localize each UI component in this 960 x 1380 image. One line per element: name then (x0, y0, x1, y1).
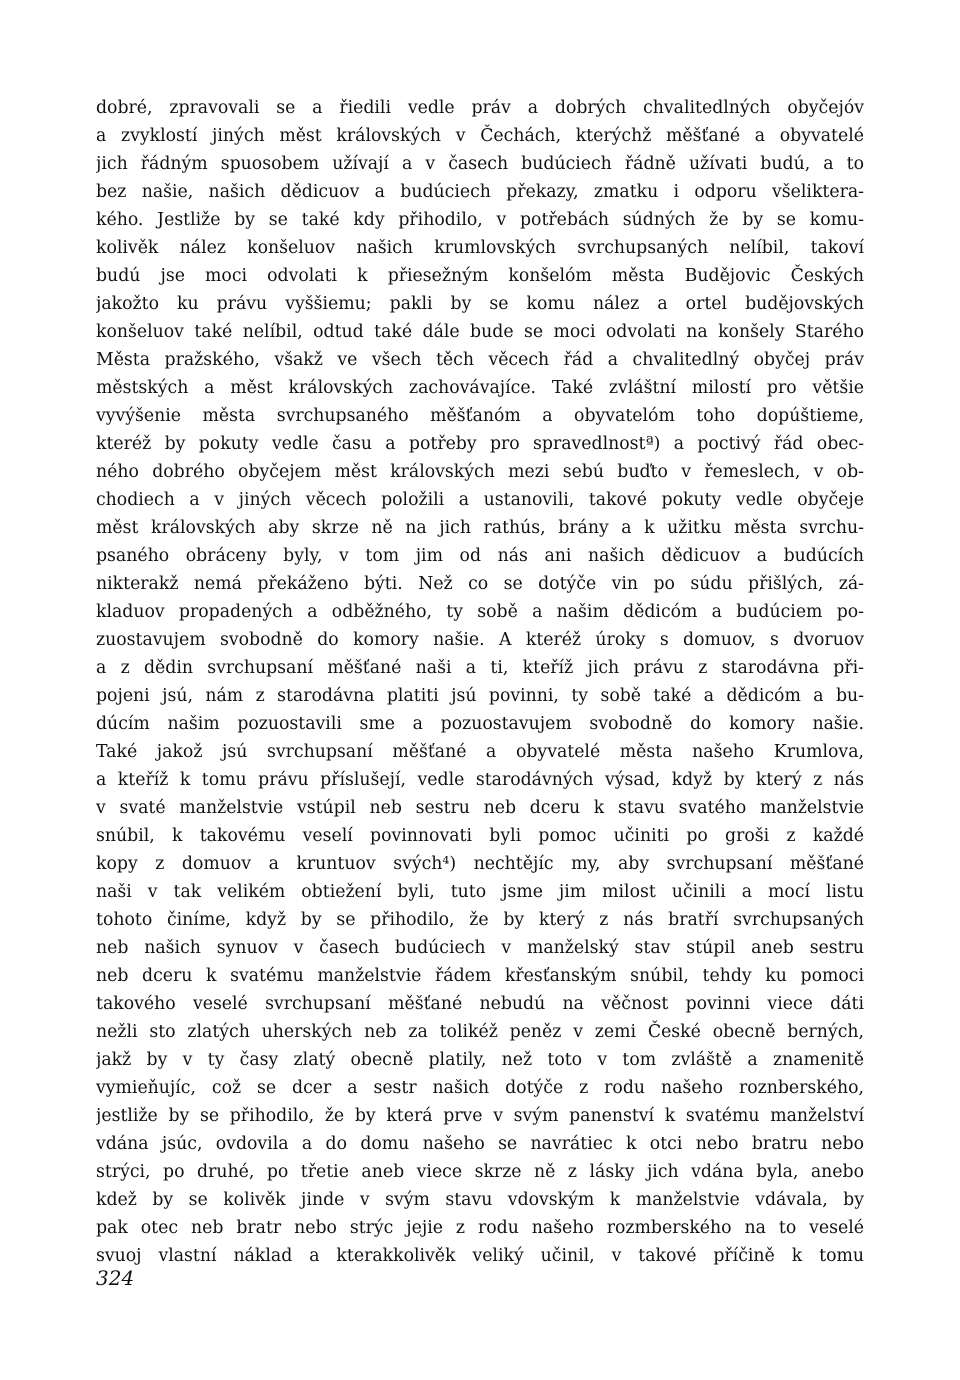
text-line: a zvyklostí jiných měst královských v Čechách, kterýchž měšťané a obyvatelé (96, 126, 864, 146)
text-line: psaného obráceny byly, v tom jim od nás ani našich dědicuov a budúcích (96, 546, 864, 566)
text-line: kdež by se kolivěk jinde v svým stavu vdovským k manželstvie vdávala, by (96, 1190, 864, 1210)
text-line: a z dědin svrchupsaní měšťané naši a ti, kteříž jich právu z starodávna při- (96, 658, 864, 678)
text-line: kladuov propadených a odběžného, ty sobě a našim dědicóm a budúciem po- (96, 602, 864, 622)
text-line: jestliže by se přihodilo, že by která prve v svým panenství k svatému manželství (96, 1106, 864, 1126)
text-line: bez našie, našich dědicuov a budúciech překazy, zmatku i odporu všelikterа- (96, 182, 864, 202)
text-line: nikterakž nemá překáženo býti. Než co se dotýče vin po súdu přišlých, zá- (96, 574, 864, 594)
text-line: dúcím našim pozuostavili sme a pozuostavujem svobodně do komory našie. (96, 714, 864, 734)
text-line: budú jse moci odvolati k přiesežným konšelóm města Budějovic Českých (96, 266, 864, 286)
text-line: kého. Jestliže by se také kdy přihodilo, v potřebách súdných že by se komu- (96, 210, 864, 230)
text-line: tohoto činíme, když by se přihodilo, že by který z nás bratří svrchupsaných (96, 910, 864, 930)
text-line: měst královských aby skrze ně na jich rathús, brány a k užitku města svrchu- (96, 518, 864, 538)
text-line: vymieňujíc, což se dcer a sestr našich dotýče z rodu našeho roznberského, (96, 1078, 864, 1098)
text-line: zuostavujem svobodně do komory našie. A kteréž úroky s domuov, s dvoruov (96, 630, 864, 650)
text-line: takového veselé svrchupsaní měšťané nebudú na věčnost povinni viece dáti (96, 994, 864, 1014)
text-line: konšeluov také nelíbil, odtud také dále bude se moci odvolati na konšely Starého (96, 322, 864, 342)
text-line: neb dceru k svatému manželstvie řádem křesťanským snúbil, tehdy ku pomoci (96, 966, 864, 986)
text-line: pojeni jsú, nám z starodávna platiti jsú povinni, ty sobě také a dědicóm a bu- (96, 686, 864, 706)
text-line: v svaté manželstvie vstúpil neb sestru neb dceru k stavu svatého manželstvie (96, 798, 864, 818)
text-line: kolivěk nález konšeluov našich krumlovských svrchupsaných nelíbil, takoví (96, 238, 864, 258)
text-line: jich řádným spuosobem užívají a v časech budúciech řádně užívati budú, a to (96, 154, 864, 174)
text-line: naši v tak velikém obtiežení byli, tuto jsme jim milost učinili a mocí listu (96, 882, 864, 902)
text-line: nežli sto zlatých uherských neb za tolikéž peněz v zemi České obecně berných, (96, 1022, 864, 1042)
text-line: neb našich synuov v časech budúciech v manželský stav stúpil aneb sestru (96, 938, 864, 958)
text-line: Města pražského, všakž ve všech těch věcech řád a chvalitedlný obyčej práv (96, 350, 864, 370)
text-line: svuoj vlastní náklad a kterakkolivěk veliký učinil, v takové příčině k tomu (96, 1246, 864, 1266)
text-line: kopy z domuov a kruntuov svých⁴) nechtějíc my, aby svrchupsaní měšťané (96, 854, 864, 874)
text-line: pak otec neb bratr nebo strýc jejie z rodu našeho rozmberského na to veselé (96, 1218, 864, 1238)
text-line: ného dobrého obyčejem měst královských mezi sebú buďto v řemeslech, v ob- (96, 462, 864, 482)
text-line: kteréž by pokuty vedle času a potřeby pro spravedlnostª) a poctivý řád obec- (96, 434, 864, 454)
body-text (96, 94, 864, 1270)
text-line: městských a měst královských zachovávajíce. Také zvláštní milostí pro většie (96, 378, 864, 398)
text-line: vdána jsúc, ovdovila a do domu našeho se navrátiec k otci nebo bratru nebo (96, 1134, 864, 1154)
text-line: dobré, zpravovali se a řiedili vedle práv a dobrých chvalitedlných obyčejóv (96, 98, 864, 118)
page-number: 324 (96, 1266, 135, 1290)
text-line: chodiech a v jiných věcech položili a ustanovili, takové pokuty vedle obyčeje (96, 490, 864, 510)
text-line: jakž by v ty časy zlatý obecně platily, než toto v tom zvláště a znamenitě (96, 1050, 864, 1070)
text-line: a kteříž k tomu právu příslušejí, vedle starodávných výsad, když by který z nás (96, 770, 864, 790)
text-line: strýci, po druhé, po třetie aneb viece skrze ně z lásky jich vdána byla, anebo (96, 1162, 864, 1182)
text-line: jakožto ku právu vyššiemu; pakli by se komu nález a ortel budějovských (96, 294, 864, 314)
text-line: Také jakož jsú svrchupsaní měšťané a obyvatelé města našeho Krumlova, (96, 742, 864, 762)
text-line: vyvýšenie města svrchupsaného měšťanóm a obyvatelóm toho dopúštieme, (96, 406, 864, 426)
text-line: snúbil, k takovému veselí povinnovati byli pomoc učiniti po groši z každé (96, 826, 864, 846)
